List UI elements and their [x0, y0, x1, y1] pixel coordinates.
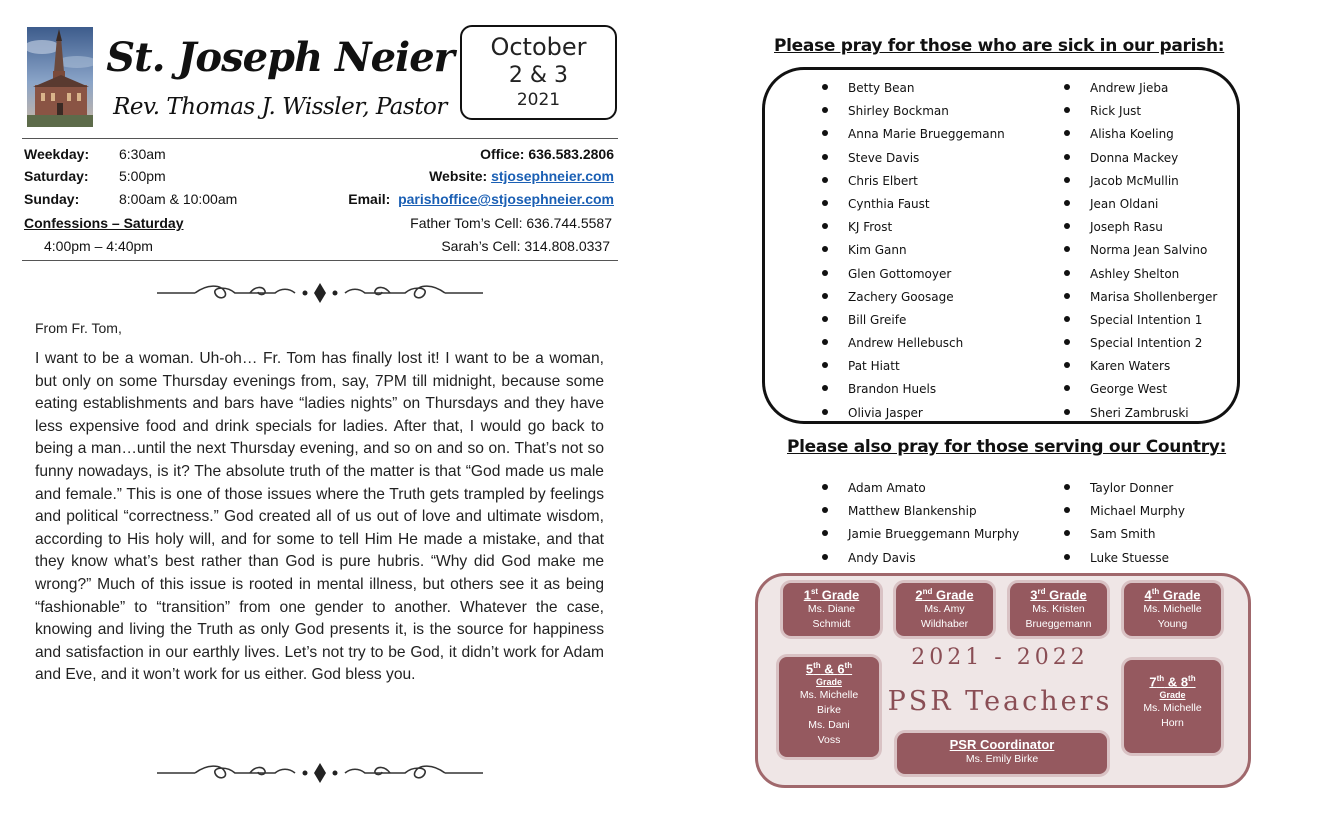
- email-link[interactable]: parishoffice@stjosephneier.com: [398, 191, 614, 207]
- website-label: Website:: [429, 168, 488, 184]
- list-item: Luke Stuesse: [1064, 549, 1185, 572]
- list-item: Betty Bean: [822, 79, 1005, 102]
- psr-coordinator-card: PSR Coordinator Ms. Emily Birke: [897, 733, 1107, 774]
- list-item: Adam Amato: [822, 479, 1019, 502]
- list-item: KJ Frost: [822, 218, 1005, 241]
- sick-list-left: [822, 79, 1005, 427]
- email-label: Email:: [348, 191, 391, 207]
- father-cell: Father Tom’s Cell: 636.744.5587: [410, 215, 612, 231]
- psr-card-grade-2: 2nd Grade Ms. Amy Wildhaber: [896, 583, 993, 636]
- ornament-divider-bottom: [155, 762, 485, 784]
- list-item: Kim Gann: [822, 241, 1005, 264]
- schedule-rule: [22, 260, 618, 261]
- list-item: Sam Smith: [1064, 525, 1185, 548]
- psr-card-grade-3: 3rd Grade Ms. Kristen Brueggemann: [1010, 583, 1107, 636]
- sick-heading: Please pray for those who are sick in our parish:: [774, 36, 1225, 56]
- saturday-time: 5:00pm: [119, 168, 166, 184]
- date-box: [460, 25, 617, 120]
- saturday-label: Saturday:: [24, 168, 89, 184]
- list-item: Donna Mackey: [1064, 149, 1217, 172]
- military-list-right: [1064, 479, 1185, 572]
- military-heading: Please also pray for those serving our Country:: [787, 437, 1227, 457]
- website-link[interactable]: stjosephneier.com: [491, 168, 614, 184]
- list-item: Bill Greife: [822, 311, 1005, 334]
- psr-card-grade-7-8: 7th & 8th Grade Ms. Michelle Horn: [1124, 660, 1221, 753]
- ornament-divider-top: [155, 282, 485, 304]
- letter-greeting: From Fr. Tom,: [35, 320, 122, 336]
- military-list-left: [822, 479, 1019, 572]
- list-item: Pat Hiatt: [822, 357, 1005, 380]
- list-item: Norma Jean Salvino: [1064, 241, 1217, 264]
- psr-card-grade-5-6: 5th & 6th Grade Ms. Michelle Birke Ms. Dani Voss: [779, 657, 879, 757]
- parish-name: St. Joseph Neier: [106, 34, 454, 81]
- list-item: Jean Oldani: [1064, 195, 1217, 218]
- list-item: Rick Just: [1064, 102, 1217, 125]
- list-item: Special Intention 2: [1064, 334, 1217, 357]
- list-item: Jacob McMullin: [1064, 172, 1217, 195]
- confessions-time: 4:00pm – 4:40pm: [44, 238, 153, 254]
- list-item: Sheri Zambruski: [1064, 404, 1217, 427]
- psr-teachers-title: PSR Teachers: [887, 686, 1113, 717]
- date-days: 2 & 3: [508, 63, 569, 88]
- website-line: [429, 168, 614, 184]
- list-item: Andy Davis: [822, 549, 1019, 572]
- psr-card-grade-4: 4th Grade Ms. Michelle Young: [1124, 583, 1221, 636]
- list-item: Jamie Brueggemann Murphy: [822, 525, 1019, 548]
- header-rule: [22, 138, 618, 139]
- list-item: Matthew Blankenship: [822, 502, 1019, 525]
- list-item: Brandon Huels: [822, 380, 1005, 403]
- weekday-time: 6:30am: [119, 146, 166, 162]
- list-item: Ashley Shelton: [1064, 265, 1217, 288]
- list-item: Chris Elbert: [822, 172, 1005, 195]
- confessions-label: Confessions – Saturday: [24, 215, 184, 231]
- list-item: Cynthia Faust: [822, 195, 1005, 218]
- list-item: Joseph Rasu: [1064, 218, 1217, 241]
- pastor-name: Rev. Thomas J. Wissler, Pastor: [113, 94, 447, 120]
- church-photo: [27, 27, 93, 127]
- date-month: October: [490, 33, 587, 61]
- date-year: 2021: [516, 90, 561, 110]
- email-line: [348, 191, 614, 207]
- letter-body: I want to be a woman. Uh-oh… Fr. Tom has finally lost it! I want to be a woman, but only on some Thursday evenings from, say, 7PM till midnight, because some eating establishments and bars have “ladies nights” on Thursdays and they have less expensive food and drink specials for ladies. After that, I would go back to being a man…until the next Thursday evening, and so on and so on. That’s not so funny nowadays, is it? The absolute truth of the matter is that “God made us male and female.” This is one of those issues where the Truth gets trampled by feelings and political “correctness.” God created all of us out of love and ultimate wisdom, according to His holy will, and for some to tell Him He made a mistake, and that they know what’s best rather than God is pure hubris. “Why did God make me wrong?” Much of this issue is rooted in mental illness, but others see it as being “fashionable” to “transition” from one gender to another. Whatever the case, knowing and living the Truth as only God presents it, is the source for happiness and satisfaction in our earthly lives. Let’s not try to be God, it didn’t work for Adam and Eve, and it won’t work for us either. God bless you.: [35, 350, 604, 684]
- sunday-label: Sunday:: [24, 191, 80, 207]
- sunday-time: 8:00am & 10:00am: [119, 191, 238, 207]
- list-item: Glen Gottomoyer: [822, 265, 1005, 288]
- list-item: Shirley Bockman: [822, 102, 1005, 125]
- list-item: Andrew Hellebusch: [822, 334, 1005, 357]
- list-item: Zachery Goosage: [822, 288, 1005, 311]
- list-item: Anna Marie Brueggemann: [822, 125, 1005, 148]
- list-item: Marisa Shollenberger: [1064, 288, 1217, 311]
- sick-list-right: [1064, 79, 1217, 427]
- list-item: Steve Davis: [822, 149, 1005, 172]
- list-item: Taylor Donner: [1064, 479, 1185, 502]
- list-item: George West: [1064, 380, 1217, 403]
- list-item: Special Intention 1: [1064, 311, 1217, 334]
- office-phone: Office: 636.583.2806: [480, 146, 614, 162]
- weekday-label: Weekday:: [24, 146, 90, 162]
- list-item: Olivia Jasper: [822, 404, 1005, 427]
- list-item: Alisha Koeling: [1064, 125, 1217, 148]
- list-item: Michael Murphy: [1064, 502, 1185, 525]
- psr-card-grade-1: 1st Grade Ms. Diane Schmidt: [783, 583, 880, 636]
- sarah-cell: Sarah’s Cell: 314.808.0337: [441, 238, 610, 254]
- list-item: Karen Waters: [1064, 357, 1217, 380]
- list-item: Andrew Jieba: [1064, 79, 1217, 102]
- psr-years: 2021 - 2022: [911, 645, 1089, 670]
